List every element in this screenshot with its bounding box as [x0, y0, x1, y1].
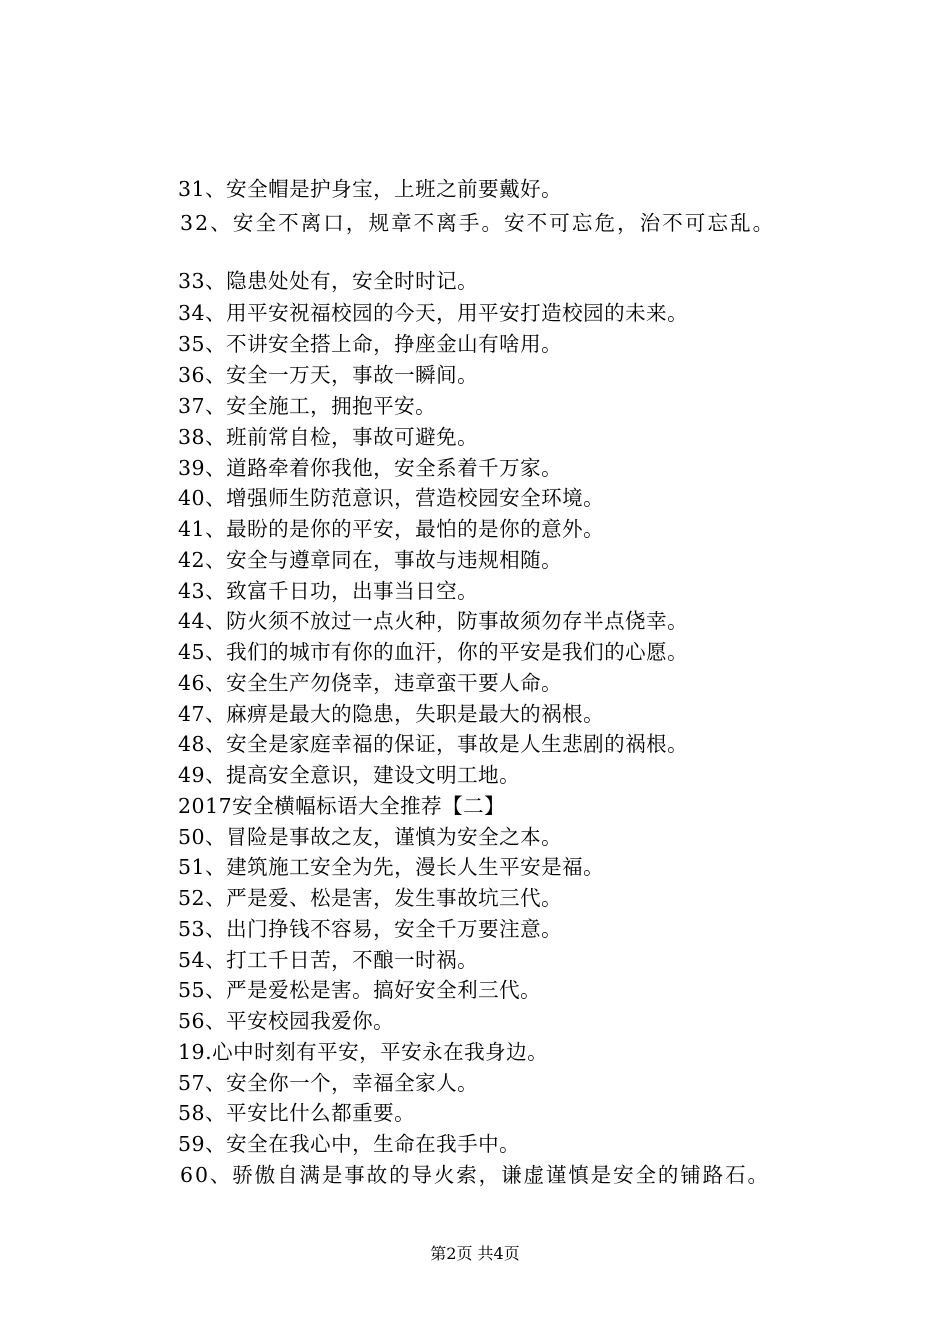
list-item: 57、安全你一个，幸福全家人。: [178, 1071, 479, 1095]
list-item: 44、防火须不放过一点火种，防事故须勿存半点侥幸。: [178, 609, 689, 633]
list-item: 41、最盼的是你的平安，最怕的是你的意外。: [178, 517, 605, 541]
list-item: 60、骄傲自满是事故的导火索，谦虚谨慎是安全的铺路石。: [180, 1163, 770, 1187]
section-heading: 2017安全横幅标语大全推荐【二】: [178, 794, 506, 818]
list-item: 52、严是爱、松是害，发生事故坑三代。: [178, 886, 563, 910]
list-item: 51、建筑施工安全为先，漫长人生平安是福。: [178, 855, 605, 879]
list-item: 59、安全在我心中，生命在我手中。: [178, 1132, 521, 1156]
list-item: 55、严是爱松是害。搞好安全利三代。: [178, 978, 542, 1002]
list-item: 39、道路牵着你我他，安全系着千万家。: [178, 456, 563, 480]
list-item: 40、增强师生防范意识，营造校园安全环境。: [178, 486, 605, 510]
list-item: 33、隐患处处有，安全时时记。: [178, 269, 479, 293]
list-item: 32、安全不离口，规章不离手。安不可忘危，治不可忘乱。: [180, 211, 776, 235]
list-item: 37、安全施工，拥抱平安。: [178, 394, 437, 418]
list-item: 46、安全生产勿侥幸，违章蛮干要人命。: [178, 671, 563, 695]
list-item: 42、安全与遵章同在，事故与违规相随。: [178, 548, 563, 572]
list-item: 35、不讲安全搭上命，挣座金山有啥用。: [178, 332, 563, 356]
list-item: 56、平安校园我爱你。: [178, 1009, 395, 1033]
list-item: 38、班前常自检，事故可避免。: [178, 425, 479, 449]
list-item: 49、提高安全意识，建设文明工地。: [178, 763, 521, 787]
list-item: 53、出门挣钱不容易，安全千万要注意。: [178, 917, 563, 941]
list-item: 36、安全一万天，事故一瞬间。: [178, 363, 479, 387]
list-item: 58、平安比什么都重要。: [178, 1101, 416, 1125]
list-item: 43、致富千日功，出事当日空。: [178, 579, 479, 603]
list-item: 34、用平安祝福校园的今天，用平安打造校园的未来。: [178, 301, 689, 325]
list-item: 47、麻痹是最大的隐患，失职是最大的祸根。: [178, 702, 605, 726]
list-item: 45、我们的城市有你的血汗，你的平安是我们的心愿。: [178, 640, 689, 664]
list-item: 54、打工千日苦，不酿一时祸。: [178, 948, 479, 972]
list-item: 19.心中时刻有平安，平安永在我身边。: [178, 1040, 549, 1064]
page-footer: 第2页 共4页: [430, 1244, 520, 1263]
list-item: 48、安全是家庭幸福的保证，事故是人生悲剧的祸根。: [178, 732, 689, 756]
list-item: 50、冒险是事故之友，谨慎为安全之本。: [178, 825, 563, 849]
list-item: 31、安全帽是护身宝，上班之前要戴好。: [178, 177, 563, 201]
